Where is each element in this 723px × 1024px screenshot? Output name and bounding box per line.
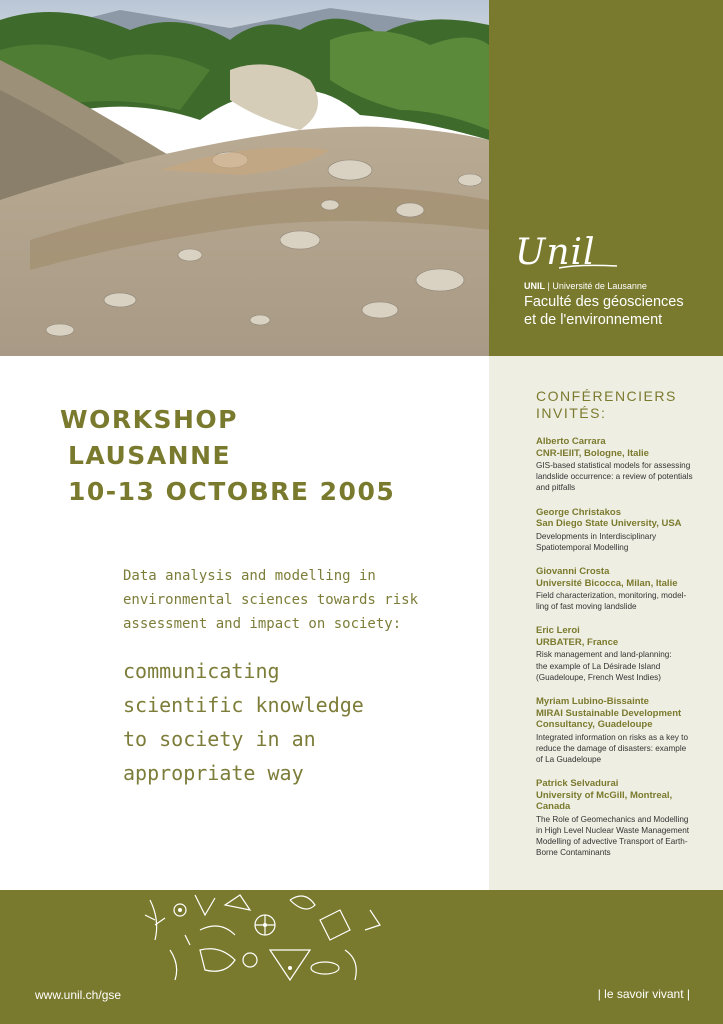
faculty-name [524, 293, 714, 329]
speaker-topic-line: GIS-based statistical models for assessing [536, 461, 691, 470]
speaker-name: Eric Leroi [536, 625, 580, 637]
speaker-topic-line: Developments in Interdisciplinary [536, 531, 657, 541]
speaker-topic-line: Borne Contaminants [536, 848, 611, 858]
workshop-line-2: LAUSANNE [68, 441, 232, 470]
speaker-entry [536, 696, 718, 765]
brand-panel [489, 0, 723, 356]
university-name: Université de Lausanne [552, 281, 647, 291]
speaker-entry [536, 625, 718, 683]
speaker-topic-line: Modelling of advective Transport of Earth- [536, 837, 688, 847]
speaker-topic [536, 531, 718, 553]
speaker-topic-line: ling of fast moving landslide [536, 602, 637, 612]
speaker-topic-line: The Role of Geomechanics and Modelling [536, 814, 689, 824]
speaker-topic-line: landslide occurrence: a review of potentials [536, 472, 693, 482]
speaker-topic-line: (Guadeloupe, French West Indies) [536, 672, 661, 682]
faculty-line-1: Faculté des géosciences [524, 294, 684, 310]
speaker-entry [536, 507, 718, 553]
speaker-entry [536, 436, 718, 494]
footer-motto: | le savoir vivant | [597, 987, 690, 1001]
speakers-heading [536, 388, 706, 422]
workshop-title [60, 402, 395, 510]
workshop-dates: 10-13 OCTOBRE 2005 [68, 477, 396, 506]
speaker-name: Giovanni Crosta [536, 566, 610, 578]
subtitle-line-1: Data analysis and modelling in [123, 568, 376, 584]
tagline-line-1: communicating [123, 659, 280, 683]
unil-logo: Unil [515, 232, 596, 273]
workshop-subtitle [123, 564, 453, 636]
logo-swoosh-icon [559, 262, 619, 272]
landslide-photo [0, 0, 489, 356]
speaker-entry [536, 778, 718, 858]
tagline-line-4: appropriate way [123, 761, 304, 785]
speaker-name: George Christakos [536, 506, 621, 518]
speaker-affiliation: URBATER, France [536, 636, 619, 648]
speaker-affiliation: Canada [536, 801, 571, 813]
speakers-panel [489, 356, 723, 890]
subtitle-line-2: environmental sciences towards risk [123, 592, 419, 608]
speaker-topic [536, 732, 718, 766]
speaker-topic-line: Integrated information on risks as a key to [536, 732, 689, 742]
speaker-topic-line: reduce the damage of disasters: example [536, 743, 687, 753]
tagline-line-2: scientific knowledge [123, 693, 364, 717]
speaker-topic-line: and pitfalls [536, 483, 576, 493]
speaker-name: Alberto Carrara [536, 436, 606, 447]
speaker-affiliation: CNR-IEIIT, Bologne, Italie [536, 447, 649, 459]
separator: | [547, 281, 553, 291]
subtitle-line-3: assessment and impact on society: [123, 616, 402, 632]
speaker-topic [536, 460, 718, 494]
speakers-heading-line-1: CONFÉRENCIERS [536, 388, 677, 404]
speaker-topic [536, 814, 718, 859]
speaker-topic-line: Field characterization, monitoring, model- [536, 591, 687, 601]
unil-abbrev: UNIL [524, 281, 545, 291]
speaker-affiliation: MIRAI Sustainable Development [536, 707, 682, 719]
faculty-line-2: et de l'environnement [524, 312, 663, 328]
speaker-topic [536, 590, 718, 612]
speaker-affiliation: Université Bicocca, Milan, Italie [536, 577, 678, 589]
speakers-heading-line-2: INVITÉS: [536, 405, 607, 421]
university-line [524, 281, 647, 291]
speaker-topic [536, 649, 718, 683]
speaker-name: Patrick Selvadurai [536, 778, 619, 790]
speaker-topic-line: of La Guadeloupe [536, 754, 602, 764]
speaker-topic-line: in High Level Nuclear Waste Management [536, 825, 690, 835]
workshop-tagline [123, 654, 453, 790]
speaker-topic-line: the example of La Désirade Island [536, 661, 661, 671]
footer-band [0, 890, 723, 1024]
speaker-affiliation: University of McGill, Montreal, [536, 789, 673, 801]
science-doodles-illustration [140, 890, 390, 990]
speaker-topic-line: Spatiotemporal Modelling [536, 542, 629, 552]
tagline-line-3: to society in an [123, 727, 316, 751]
speaker-name: Myriam Lubino-Bissainte [536, 696, 649, 708]
workshop-line-1: WORKSHOP [60, 405, 238, 434]
speaker-entry [536, 566, 718, 612]
speaker-affiliation: Consultancy, Guadeloupe [536, 719, 653, 731]
speaker-affiliation: San Diego State University, USA [536, 518, 682, 530]
website-link[interactable]: www.unil.ch/gse [35, 988, 122, 1002]
speaker-list [536, 436, 718, 871]
speaker-topic-line: Risk management and land-planning: [536, 650, 672, 660]
riverbed-landscape-image [0, 0, 489, 356]
